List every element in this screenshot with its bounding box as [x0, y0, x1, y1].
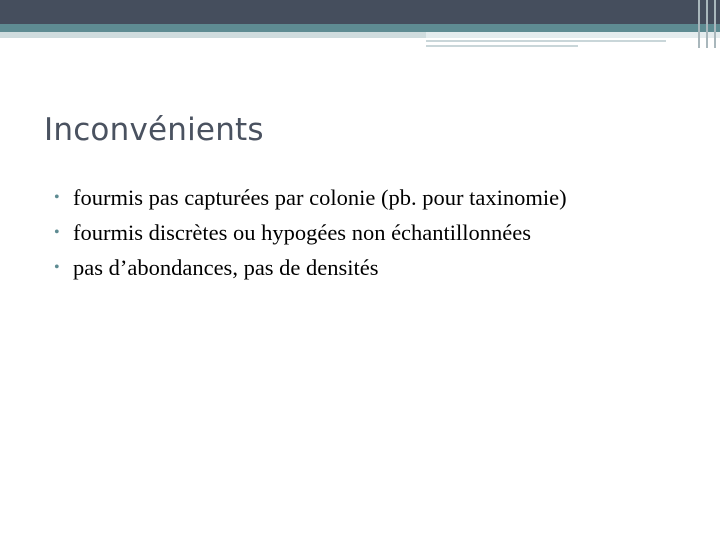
bullet-text: pas d’abondances, pas de densités	[73, 255, 379, 280]
bullet-list	[54, 184, 674, 289]
corner-stripe	[706, 0, 708, 48]
header-band-step	[426, 32, 720, 38]
slide-title: Inconvénients	[44, 112, 264, 148]
bullet-text: fourmis discrètes ou hypogées non échantillonnées	[73, 220, 532, 245]
bullet-marker: •	[54, 259, 60, 276]
corner-stripe	[714, 0, 716, 48]
corner-stripe	[698, 0, 700, 48]
bullet-marker: •	[54, 224, 60, 241]
bullet-item	[54, 254, 674, 281]
header-rule-short	[426, 45, 578, 47]
header-band-dark	[0, 0, 720, 24]
header-rule-long	[426, 40, 666, 42]
corner-stripes	[694, 0, 720, 48]
bullet-text: fourmis pas capturées par colonie (pb. pour taxinomie)	[73, 185, 567, 210]
bullet-item	[54, 184, 674, 211]
bullet-marker: •	[54, 189, 60, 206]
bullet-item	[54, 219, 674, 246]
header-band-accent	[0, 24, 720, 32]
